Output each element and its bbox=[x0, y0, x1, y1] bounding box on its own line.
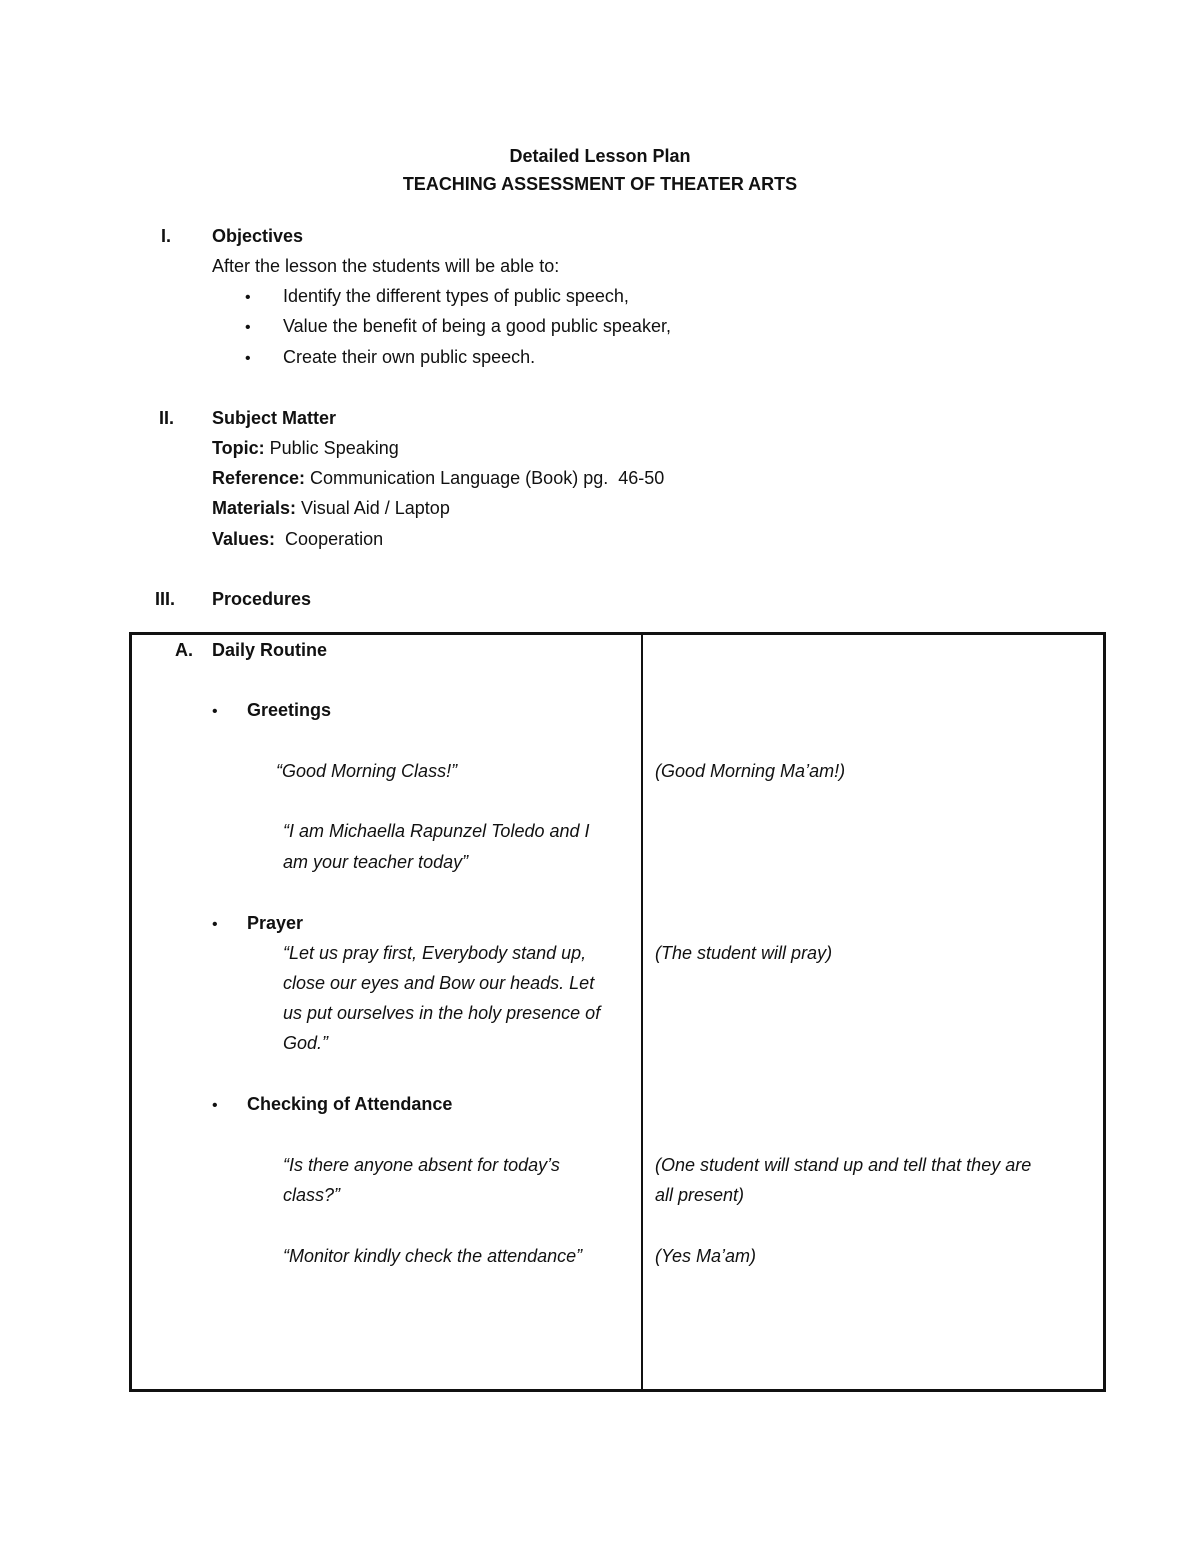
document-title: Detailed Lesson Plan bbox=[509, 146, 691, 166]
values-label: Values: bbox=[212, 529, 276, 549]
section-numeral-procedures: III. bbox=[155, 589, 176, 609]
student-monitor-response: (Yes Ma’am) bbox=[655, 1246, 757, 1266]
objective-item-1: Identify the different types of public speech, bbox=[283, 286, 629, 306]
prayer-line-2: close our eyes and Bow our heads. Let bbox=[283, 973, 595, 993]
values-value: Cooperation bbox=[275, 529, 384, 549]
prayer-label: Prayer bbox=[247, 913, 304, 933]
bullet-icon: • bbox=[245, 289, 251, 306]
objective-item-3: Create their own public speech. bbox=[283, 347, 536, 367]
student-absent-line-2: all present) bbox=[655, 1185, 745, 1205]
objectives-intro: After the lesson the students will be able to: bbox=[212, 256, 560, 276]
student-greeting: (Good Morning Ma’am!) bbox=[655, 761, 846, 781]
teacher-intro-line-1: “I am Michaella Rapunzel Toledo and I bbox=[283, 821, 590, 841]
section-numeral-objectives: I. bbox=[161, 226, 172, 246]
bullet-icon: • bbox=[245, 319, 251, 336]
reference-label: Reference: bbox=[212, 468, 306, 488]
section-letter: A. bbox=[175, 640, 193, 660]
bullet-icon: • bbox=[212, 916, 218, 933]
materials-line bbox=[212, 498, 450, 519]
absent-question-line-1: “Is there anyone absent for today’s bbox=[283, 1155, 560, 1175]
reference-line bbox=[212, 468, 664, 489]
bullet-icon: • bbox=[245, 350, 251, 367]
bullet-icon: • bbox=[212, 703, 218, 720]
bullet-icon: • bbox=[212, 1097, 218, 1114]
objective-item-2: Value the benefit of being a good public speaker, bbox=[283, 316, 671, 336]
teacher-greeting: “Good Morning Class!” bbox=[276, 761, 458, 781]
reference-value: Communication Language (Book) pg. 46-50 bbox=[305, 468, 665, 488]
topic-value: Public Speaking bbox=[264, 438, 399, 458]
section-numeral-subject-matter: II. bbox=[159, 408, 175, 428]
greetings-label: Greetings bbox=[247, 700, 332, 720]
section-heading-objectives: Objectives bbox=[212, 226, 304, 246]
materials-label: Materials: bbox=[212, 498, 297, 518]
student-prayer: (The student will pray) bbox=[655, 943, 833, 963]
prayer-line-4: God.” bbox=[283, 1033, 329, 1053]
section-heading-procedures: Procedures bbox=[212, 589, 312, 609]
section-heading-subject-matter: Subject Matter bbox=[212, 408, 337, 428]
topic-line bbox=[212, 438, 399, 459]
values-line bbox=[212, 529, 383, 550]
topic-label: Topic: bbox=[212, 438, 265, 458]
prayer-line-1: “Let us pray first, Everybody stand up, bbox=[283, 943, 587, 963]
document-subtitle: TEACHING ASSESSMENT OF THEATER ARTS bbox=[402, 174, 798, 194]
absent-question-line-2: class?” bbox=[283, 1185, 341, 1205]
table-column-divider bbox=[641, 632, 643, 1392]
attendance-label: Checking of Attendance bbox=[247, 1094, 453, 1114]
teacher-intro-line-2: am your teacher today” bbox=[283, 852, 469, 872]
procedures-table bbox=[129, 632, 1106, 1392]
daily-routine-heading: Daily Routine bbox=[212, 640, 328, 660]
materials-value: Visual Aid / Laptop bbox=[296, 498, 450, 518]
monitor-instruction: “Monitor kindly check the attendance” bbox=[283, 1246, 583, 1266]
student-absent-line-1: (One student will stand up and tell that they are bbox=[655, 1155, 1032, 1175]
prayer-line-3: us put ourselves in the holy presence of bbox=[283, 1003, 601, 1023]
